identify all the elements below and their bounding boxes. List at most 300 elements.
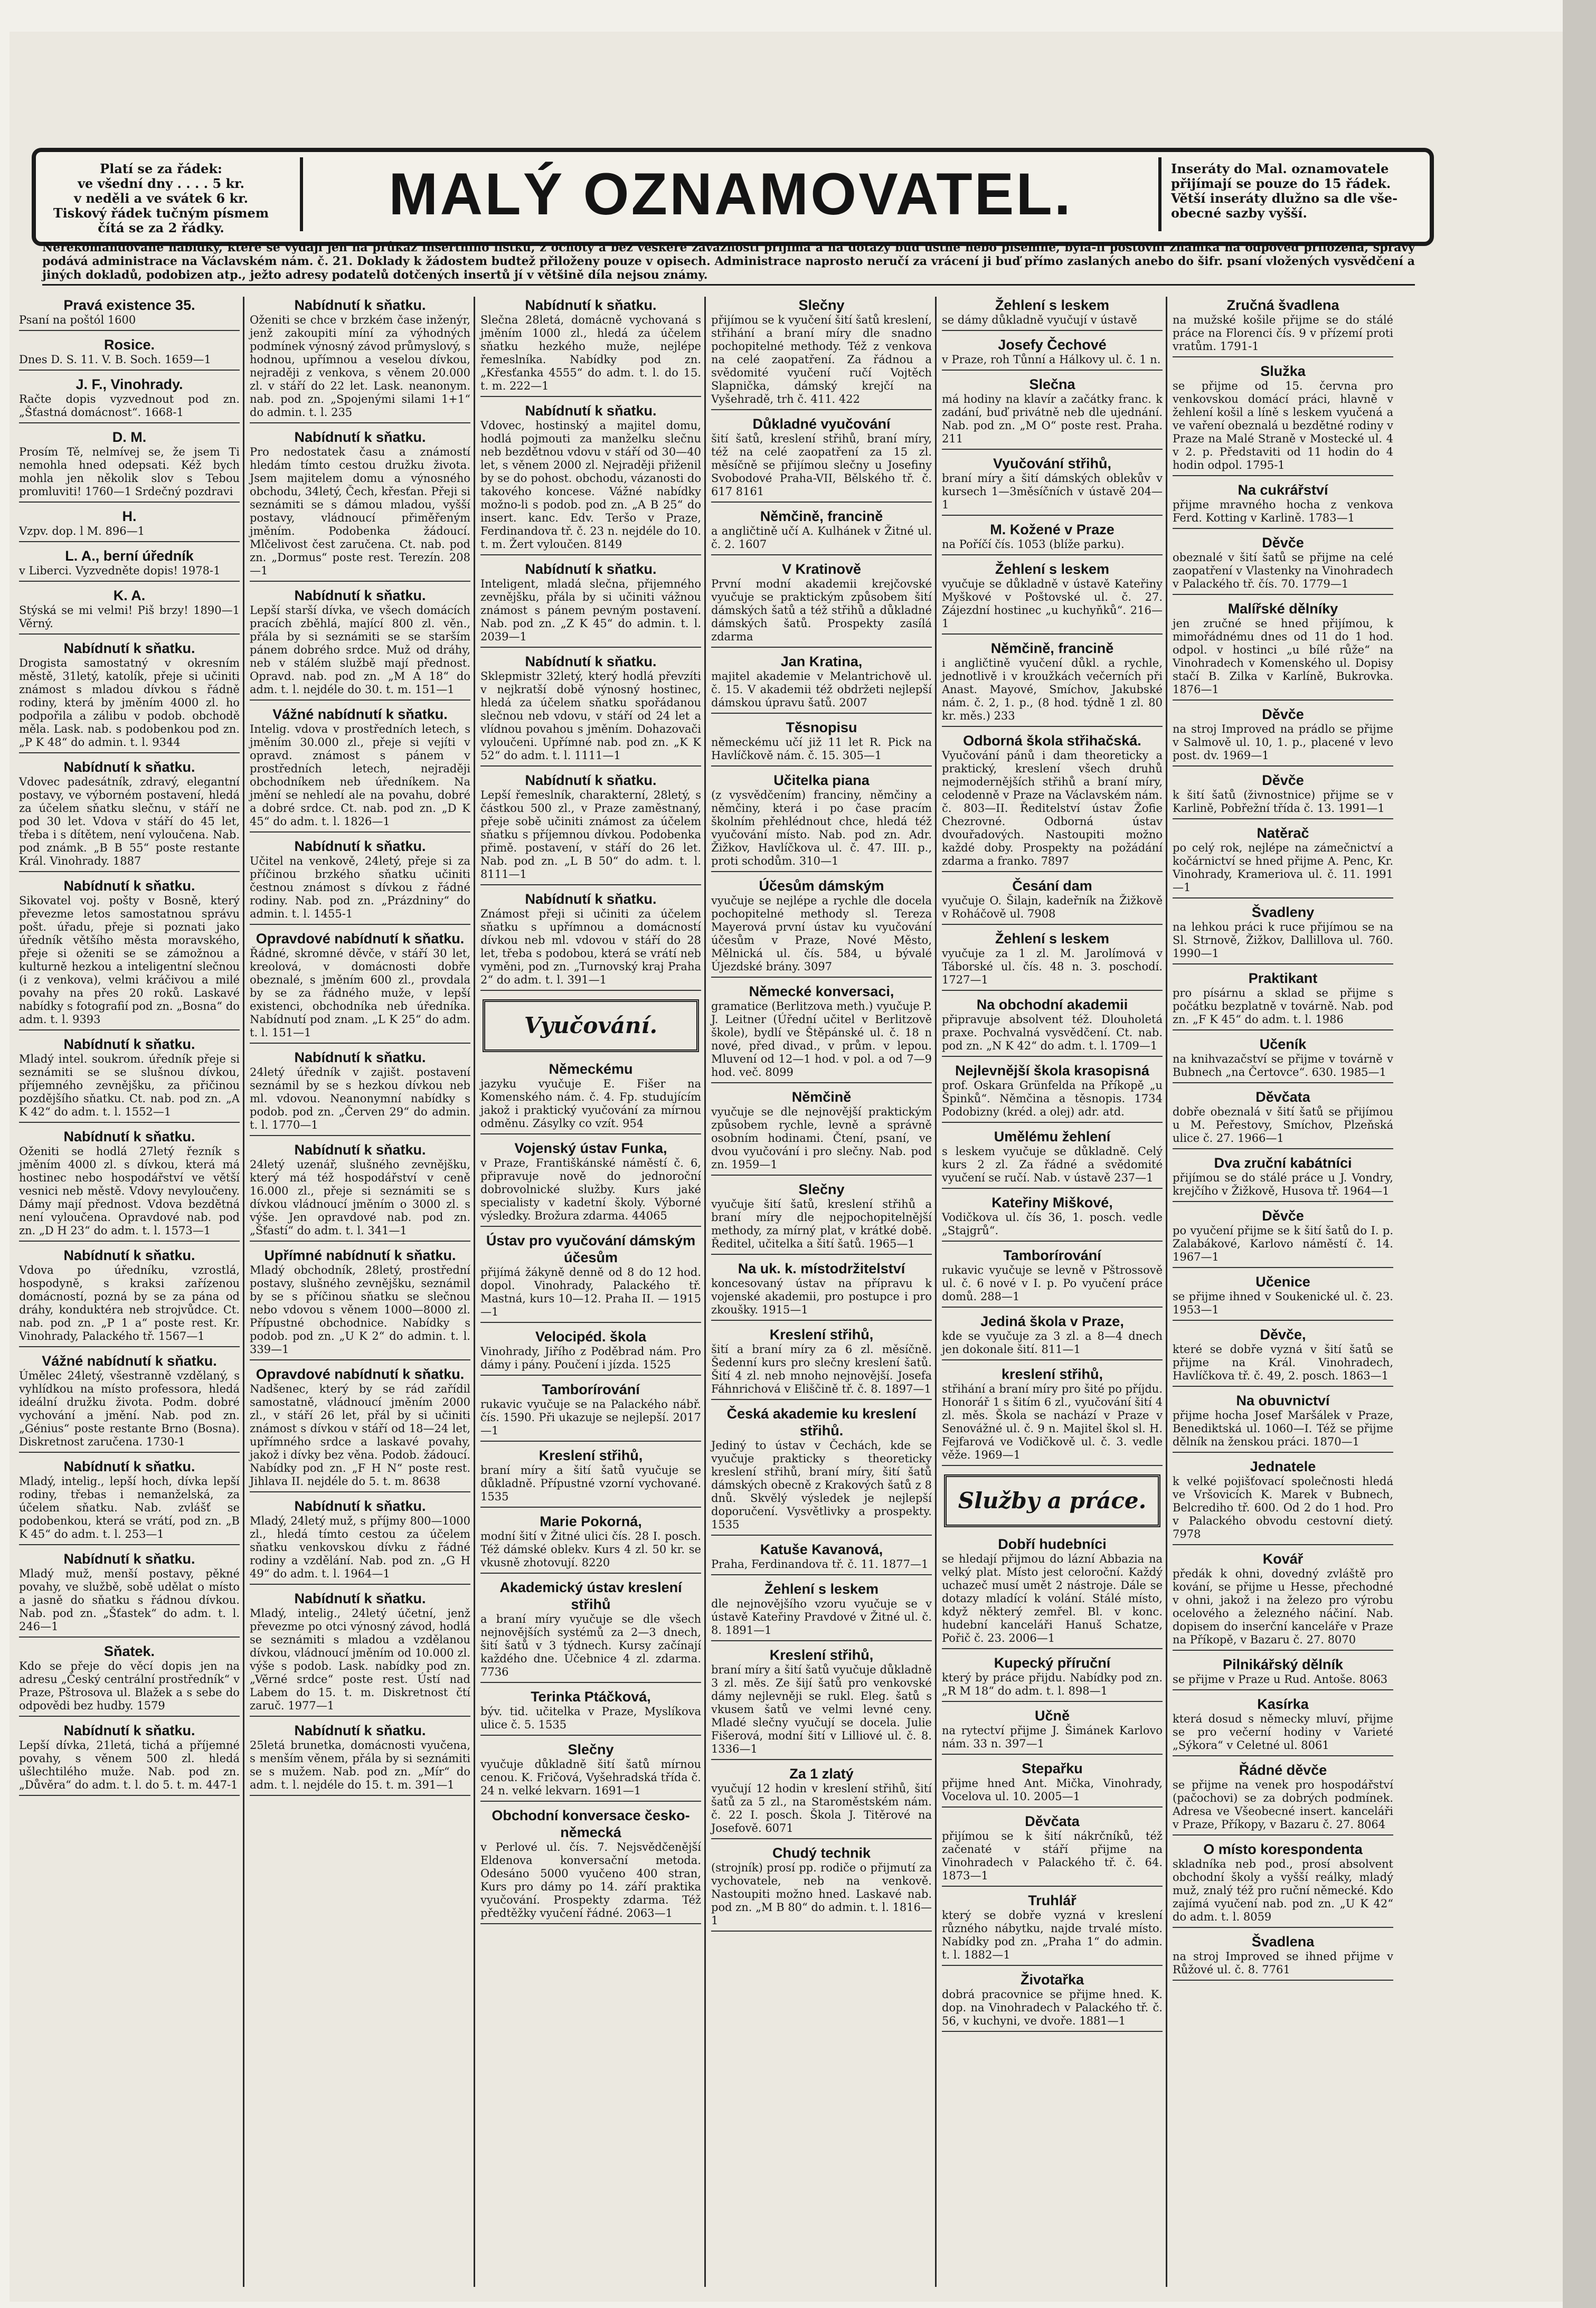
ad-heading: Dobří hudebníci [998,1536,1107,1552]
ad-heading: Kateřiny Miškové, [991,1195,1113,1210]
ad-heading: M. Kožené v Praze [990,522,1115,537]
ad-heading: Děvčata [1255,1089,1310,1105]
ad-text: střihání a braní míry pro šité po příjdu. Honorář 1 s šitím 6 zl., vyučování šití 4 zl. měs. Škola se nachází v Praze v Senovážné ul. č. 9 n. Majitel škol sl. H. Fejfarová ve Vodičkově ul. č. 3. vedle věže. 1969—1 [942,1383,1163,1461]
classified-ad [480,1447,701,1508]
ad-text: k šití šatů (živnostnice) přijme se v Karlině, Pobřežní třída č. 13. 1991—1 [1173,789,1393,815]
ad-heading: Umělému žehlení [994,1129,1111,1144]
ad-heading: Za 1 zlatý [789,1766,854,1782]
ad-heading: Žehlení s leskem [995,297,1110,313]
ad-text: býv. tid. učitelka v Praze, Myslíkova ulice č. 5. 1535 [480,1705,701,1731]
page-edge [1563,0,1596,2308]
ad-heading: Nabídnutí k sňatku. [294,297,426,313]
pricing-box [48,162,275,235]
ad-heading: Česání dam [1012,878,1092,894]
ad-text: připravuje absolvent též. Dlouholetá praxe. Pochvalná vysvědčení. Ct. nab. pod zn. „N K 42“ do adm. t. l. 1709—1 [942,1013,1163,1052]
ad-heading: Tamborírování [542,1382,640,1397]
ad-heading: Nejlevnější škola krasopisná [955,1063,1149,1079]
ad-text: modní šití v Žitné ulici čís. 28 I. posch. Též dámské oblekv. Kurs 4 zl. 50 kr. se vkusně zhotovují. 8220 [480,1530,701,1569]
ad-text: v Liberci. Vyzvedněte dopis! 1978-1 [19,564,221,577]
classified-ad [1173,1089,1393,1149]
ad-heading: Slečny [798,297,845,313]
ad-heading: Malířské dělníky [1227,601,1338,617]
ad-text: koncesovaný ústav na přípravu k vojenské akademii, pro postupce i pro zkoušky. 1915—1 [711,1277,932,1316]
classified-ad [1173,1326,1393,1387]
insertion-rules-box [1171,162,1419,221]
ad-text: i angličtině vyučení důkl. a rychle, jednotlivě i v kroužkách večerních při Anast. Mayové, Smíchov, Jakubské nám. č. 2, 1. p., (8 hod. týdně 1 zl. 80 kr. měs.) 233 [942,657,1163,722]
ad-text: vyučují 12 hodin v kreslení střihů, šití šatů za 5 zl., na Staroměstském nám. č. 22 I. posch. Škola J. Titěrové na Josefově. 6071 [711,1782,932,1834]
ad-text: skladníka neb pod., prosí absolvent obchodní školy a vyšší reálky, mladý muž, znalý též pro ruční německé. Kdo zajímá vyučení nab. pod zn. „U K 42“ do adm. t. l. 8059 [1173,1858,1393,1923]
classified-ad [19,336,240,371]
classified-ad [480,1513,701,1574]
ad-heading: Učně [1034,1708,1070,1724]
ad-heading: Opravdové nabídnutí k sňatku. [256,1366,465,1382]
page-title: MALÝ OZNAMOVATEL. [300,157,1161,231]
ad-heading: Nabídnutí k sňatku. [525,297,657,313]
classified-ad [942,1892,1163,1966]
ad-heading: Pilnikářský dělník [1222,1657,1344,1672]
section-heading-sluzby: Služby a práce. [944,1474,1160,1527]
ad-heading: Rosice. [103,337,155,353]
ad-text: Učitel na venkově, 24letý, přeje si za příčinou brzkého sňatku učiniti čestnou známost s dívkou z řádné rodiny. Nab. pod zn. „Prázdniny“ do admin. t. l. 1455-1 [250,855,470,920]
ad-text: rukavic vyučuje se na Palackého nábř. čís. 1590. Při ukazuje se nejlepší. 2017—1 [480,1398,701,1437]
ad-heading: Praktikant [1248,970,1318,986]
column-3 [477,297,706,2287]
classified-ad [942,640,1163,727]
ad-text: majitel akademie v Melantrichově ul. č. 15. V akademii též obdržeti nejlepší dámskou úpravu šatů. 2007 [711,670,932,709]
ad-text: Řádné, skromné děvče, v stáří 30 let, kreolová, v domácnosti dobře obeznalé, s jměním 600 zl., provdala by se za řádného muže, v lepší existenci, obchodníka neb úředníka. Nabídnutí pod znam. „L K 25“ do adm. t. l. 151—1 [250,947,470,1039]
ad-columns [16,297,1399,2287]
classified-ad [1173,1762,1393,1836]
ad-text: Vyučování pánů i dam theoreticky a praktický, kreslení všech druhů nejmodernějších střihů a braní míry, celodenně v Praze na Václavském nám. č. 803—II. Ředitelství ústav Žofie Chezrovné. Odborná ústav dvouřadových. Nastoupiti možno každé doby. Prospekty na požádání zdarma a franko. 7897 [942,749,1163,867]
column-2 [247,297,475,2287]
pricing-line: ve všední dny . . . . 5 kr. [78,176,244,191]
ad-heading: Stepařku [1022,1761,1083,1776]
pricing-line: Platí se za řádek: [100,161,222,176]
ad-text: Dnes D. S. 11. V. B. Soch. 1659—1 [19,353,211,366]
ad-text: Oženiti se chce v brzkém čase inženýr, jenž zakoupiti míní za výhodných podmínek výnosný závod průmyslový, s hodnou, upřímnou a veselou dívkou, nejraději z venkova, s věnem 20.000 zl. v stáří do 22 let. Lask. neanonym. nab. pod zn. „Spojenými silami 1+1“ do admin. t. l. 235 [250,314,470,419]
ad-text: Slečna 28letá, domácně vychovaná s jměním 1000 zl., hledá za účelem sňatku hezkého muže, nejlépe řemeslníka. Nabídky pod zn. „Křesťanka 4555“ do adm. t. l. do 15. t. m. 222—1 [480,314,701,392]
ad-text: Račte dopis vyzvednout pod zn. „Šťastná domácnost“. 1668-1 [19,393,240,419]
classified-ad [942,521,1163,555]
classified-ad [250,930,470,1044]
classified-ad [19,376,240,423]
ad-text: Lepší řemeslník, charakterní, 28letý, s částkou 500 zl., v Praze zaměstnaný, přeje sobě učiniti známost za účelem sňatku s příjemnou dívkou. Podobenka přimě. postavení, v stáří do 26 let. Nab. pod zn. „L B 50“ do adm. t. l. 8111—1 [480,789,701,881]
column-6 [1169,297,1396,2287]
ad-heading: Nabídnutí k sňatku. [525,772,657,788]
classified-ad [480,1807,701,1924]
ad-text: na stroj Improved se ihned přijme v Růžové ul. č. 8. 7761 [1173,1950,1393,1976]
ad-text: (strojník) prosí pp. rodiče o přijmutí za vychovatele, neb na venkově. Nastoupiti možno hned. Laskavé nab. pod zn. „M B 80“ do admin. t. l. 1816—1 [711,1861,932,1927]
ad-text: Mladý, 24letý muž, s příjmy 800—1000 zl., hledá tímto cestou za účelem sňatku venkovskou dívku z řádné rodiny a vzdělání. Nab. pod zn. „G H 49“ do adm. t. l. 1964—1 [250,1515,470,1580]
ad-text: k velké pojišťovací společnosti hledá ve Vršovicích K. Marek v Bubnech, Belcrediho tř. 600. Od 2 do 1 hod. Pro v Palackého obvodu cestovní dietý. 7978 [1173,1475,1393,1540]
ad-text: které se dobře vyzná v šití šatů se přijme na Král. Vinohradech, Havlíčkova tř. č. 49, 2. posch. 1863—1 [1173,1343,1393,1382]
ad-heading: Na cukrářství [1238,482,1328,498]
ad-text: Kdo se přeje do věcí dopis jen na adresu „Český centrální prostředník“ v Praze, Pštrosova ul. Blažek a s sebe do odpovědi bez hudby. 1579 [19,1660,240,1712]
classified-ad [942,1062,1163,1123]
ad-text: na stroj Improved na prádlo se přijme v Salmově ul. 10, 1. p., placené v levo post. dv. 1969—1 [1173,723,1393,762]
ad-text: přijímá žákyně denně od 8 do 12 hod. dopol. Vinohrady, Palackého tř. Mastná, kurs 10—12. Praha II. — 1915—1 [480,1266,701,1318]
classified-ad [711,1181,932,1255]
ad-text: se přijme na venek pro hospodářství (pačochovi) se za dobrých podmínek. Adresa ve Všeobecné insert. kanceláři v Praze, Příkopy, v Bazaru č. 27. 8064 [1173,1779,1393,1831]
classified-ad [1173,1207,1393,1268]
classified-ad [250,587,470,701]
classified-ad [711,1765,932,1839]
ad-text: přijme hned Ant. Mička, Vinohrady, Vocelova ul. 10. 2005—1 [942,1777,1163,1803]
classified-ad [942,1707,1163,1755]
ad-heading: Marie Pokorná, [540,1514,642,1529]
ad-text: Nadšenec, který by se rád zařídil samostatně, vládnoucí jměním 2000 zl., v stáří 26 let, přál by si učiniti známost s dívkou v stáří od 18—24 let, upřímného srdce a laskavé povahy, jakož i dívky bez věna. Podob. žádoucí. Nabídky pod zn. „F H N“ poste rest. Jihlava II. nejdéle do 5. t. m. 8638 [250,1383,470,1488]
ad-text: přijme mravného hocha z venkova Ferd. Kotting v Karlině. 1783—1 [1173,498,1393,524]
classified-ad [942,996,1163,1057]
classified-ad [711,1844,932,1932]
column-1 [16,297,244,2287]
classified-ad [942,455,1163,516]
ad-heading: Němčině, francině [760,508,883,524]
ad-heading: L. A., berní úředník [65,548,194,564]
ad-text: po vyučení přijme se k šití šatů do I. p. Zalabákové, Karlovo náměstí č. 14. 1967—1 [1173,1224,1393,1263]
ad-text: Praha, Ferdinandova tř. č. 11. 1877—1 [711,1558,929,1571]
ad-heading: Jednatele [1250,1459,1316,1474]
ad-text: Vdova po úředníku, vzrostlá, hospodyně, s kraksi zařízenou domácností, pozná by se za pána od dráhy, konduktéra neb strojvůdce. Ct. nab. pod zn. „P 1 a“ poste rest. Kr. Vinohrady, Palackého tř. 1567—1 [19,1264,240,1342]
ad-text: Lepší starší dívka, ve všech domácích pracích zběhlá, mající 800 zl. věn., přála by si seznámiti se se starším pánem dobrého srdce. Muž od dráhy, neb v stálém službě mají přednost. Opravd. nab. pod zn. „M A 18“ do adm. t. l. nejdéle do 30. t. m. 151—1 [250,604,470,696]
ad-text: přijímou se do stálé práce u J. Vondry, krejčího v Žižkově, Husova tř. 1964—1 [1173,1171,1393,1197]
classified-ad [19,877,240,1030]
rules-line: Větší inseráty dlužno sa dle vše- [1171,191,1398,206]
classified-ad [250,1722,470,1796]
ad-text: rukavic vyučuje se levně v Pštrossově ul. č. 6 nové v I. p. Po vyučení práce domů. 288—1 [942,1264,1163,1303]
column-4 [708,297,937,2287]
ad-text: pro písárnu a sklad se přijme s počátku bezplatně v továrně. Nab. pod zn. „F K 45“ do adm. t. l. 1986 [1173,987,1393,1026]
classified-ad [711,1581,932,1641]
classified-ad [942,930,1163,991]
classified-ad [480,653,701,767]
classified-ad [711,508,932,555]
ad-heading: Terinka Ptáčková, [531,1689,651,1705]
classified-ad [19,1352,240,1453]
classified-ad [19,1036,240,1123]
ad-text: vyučuje za 1 zl. M. Jarolímová v Táborské ul. čís. 48 n. 3. poschodí. 1727—1 [942,947,1163,986]
ad-heading: Zručná švadlena [1226,297,1339,313]
ad-text: 24letý úředník v zajišt. postavení seznámil by se s hezkou dívkou neb ml. vdovou. Neanonymní nabídky s podob. pod zn. „Červen 29“ do admin. t. l. 1770—1 [250,1066,470,1131]
ad-heading: Kreslení střihů, [539,1448,643,1463]
ad-text: Mladý muž, menší postavy, pěkné povahy, ve službě, sobě udělat o místo a jasně do sňatku s řádnou dívkou. Nab. pod zn. „Šťastek“ do adm. t. l. 246—1 [19,1567,240,1633]
ad-text: Mladý, intelig., 24letý účetní, jenž převezme po otci výnosný závod, hodlá se seznámiti s mladou a vzdělanou dívkou, vládnoucí jměním od 10.000 zl. výše s podob. Lask. nabídky pod zn. „Věrné srdce“ poste rest. Ústí nad Labem do 15. t. m. Diskretnost čtí zaruč. 1977—1 [250,1607,470,1712]
ad-text: Vzpv. dop. l M. 896—1 [19,525,145,537]
ad-text: Mladý, intelig., lepší hoch, dívka lepší rodiny, třebas i nemanželská, za účelem sňatku. Nab. zvlášť se podobenkou, která se vrátí, pod zn. „B K 45“ do adm. t. l. 253—1 [19,1475,240,1540]
ad-text: vyučuje se důkladně v ústavě Kateřiny Myškové v Poštovské ul. č. 27. Zájezdní hostinec „u kuchyňků“. 216—1 [942,578,1163,630]
classified-ad [1173,1392,1393,1453]
classified-ad [480,1232,701,1323]
ad-text: přijme hocha Josef Maršálek v Praze, Benediktská ul. 1060—I. Též se přijme dělník na ženskou práci. 1870—1 [1173,1409,1393,1448]
ad-text: která dosud s německy mluví, přijme se pro večerní hodiny v Varieté „Sýkora“ v Celetné ul. 8061 [1173,1713,1393,1752]
classified-ad [19,1247,240,1347]
classified-ad [480,1140,701,1227]
ad-text: Pro nedostatek času a známostí hledám tímto cestou družku života. Jsem majitelem domu a výnosného obchodu, 34letý, Čech, křesťan. Přeji si seznámiti se s dámou mladou, vyšší postavy, vládnoucí přiměřeným jměním. Podobenka žádoucí. Mlčelivost čest zaručena. Ct. nab. pod zn. „Dormus“ poste rest. Terezín. 208—1 [250,446,470,577]
ad-text: První modní akademii krejčovské vyučuje se praktickým způsobem šití dámských šatů a též střihů a důkladné dámských šatů. Prospekty zasílá zdarma [711,578,932,643]
classified-ad [942,1313,1163,1360]
ad-text: po celý rok, nejlépe na zámečnictví a kočárnictví se hned přijme A. Penc, Kr. Vinohrady, Krameriova ul. č. 11. 1991—1 [1173,841,1393,894]
ad-text: Známost přeji si učiniti za účelem sňatku s upřímnou a domácností dívkou neb ml. vdovou v stáří do 28 let, třeba s podobou, která se vrátí neb vyměni, pod zn. „Turnovský kraj Praha 2“ do adm. t. l. 391—1 [480,907,701,986]
classified-ad [1173,1155,1393,1202]
ad-heading: Učeník [1259,1036,1307,1052]
ad-heading: Nabídnutí k sňatku. [294,429,426,445]
ad-heading: Švadleny [1251,904,1315,920]
ad-text: vyučuje se dle nejnovější praktickým způsobem rychle, levně a správně osobním hodinami. Čtení, psaní, ve dvou vyučování i pro slečny. Nab. pod zn. 1959—1 [711,1105,932,1171]
classified-ad [480,1688,701,1736]
ad-heading: Na obchodní akademii [976,997,1128,1013]
ad-text: Oženiti se hodlá 27letý řezník s jměním 4000 zl. s dívkou, která má hostinec nebo hospodářství ve větší vesnici neb městě. Vdovy nevyloučeny. Dámy mají přednost. Vdova bezdětná není vyloučena. Opravdové nab. pod zn. „D H 23“ do adm. t. l. 1573—1 [19,1145,240,1237]
classified-ad [711,1541,932,1575]
ad-text: 25letá brunetka, domácnosti vyučena, s menším věnem, přála by si seznámiti se s mužem. Nab. pod zn. „Mír“ do adm. t. l. nejdéle do 15. t. m. 391—1 [250,1739,470,1791]
ad-heading: Učitelka piana [773,772,870,788]
ad-text: má hodiny na klavír a začátky franc. k zadání, buď privátně neb dle ujednání. Nab. pod zn. „M O“ poste rest. Praha. 211 [942,393,1163,445]
ad-heading: Upřímné nabídnutí k sňatku. [264,1247,456,1263]
ad-text: na Poříčí čís. 1053 (blíže parku). [942,538,1125,551]
ad-heading: Odborná škola střihačská. [963,733,1141,749]
classified-ad [942,1813,1163,1887]
classified-ad [250,429,470,582]
ad-heading: Kovář [1262,1551,1304,1567]
ad-text: na mužské košile přijme se do stálé práce na Florenci čís. 9 v přízemí proti vratům. 1791-1 [1173,314,1393,353]
classified-ad [711,1405,932,1536]
ad-text: a angličtině učí A. Kulhánek v Žitné ul. č. 2. 1607 [711,525,932,551]
classified-ad [942,1760,1163,1808]
ad-heading: Vyučování střihů, [993,456,1112,471]
ad-text: Mladý intel. soukrom. úředník přeje si seznámiti se se slušnou dívkou, příjemného zevnějšku, za přičinou pozdějšího sňatku. Ct. nab. pod zn. „A K 42“ do adm. t. l. 1552—1 [19,1053,240,1118]
ad-heading: J. F., Vinohrady. [75,376,183,392]
classified-ad [711,719,932,767]
ad-heading: Nabídnutí k sňatku. [294,1591,426,1606]
classified-ad [1173,1933,1393,1981]
classified-ad [19,640,240,753]
ad-text: který se dobře vyzná v kreslení různého nábytku, najde trvalé místo. Nabídky pod zn. „Praha 1“ do admin. t. l. 1882—1 [942,1909,1163,1961]
classified-ad [480,1741,701,1802]
ad-heading: Nabídnutí k sňatku. [294,838,426,854]
ad-heading: Vážné nabídnutí k sňatku. [42,1353,217,1369]
ad-heading: Česká akademie ku kreslení střihů. [726,1406,917,1439]
ad-heading: Nabídnutí k sňatku. [63,878,195,894]
classified-ad [250,838,470,925]
classified-ad [942,376,1163,450]
ad-heading: Nabídnutí k sňatku. [63,1247,195,1263]
ad-text: a braní míry vyučuje se dle všech nejnovějších systémů za 2—3 dnech, šití šatů v 3 týdnech. Kursy začínají každého dne. Učebnice 4 zl. zdarma. 7736 [480,1613,701,1678]
ad-text: Drogista samostatný v okresním městě, 31letý, katolík, přeje si učiniti známost s mladou dívkou s řádně rodiny, která by jměním 4000 zl. ho podpořila a zálibu v podob. obchodě měla. Lask. nab. s podobenkou pod zn. „P K 48“ do admin. t. l. 9344 [19,657,240,749]
ad-text: s leskem vyučuje se důkladně. Celý kurs 2 zl. Za řádné a svědomité vyučení se ručí. Nab. v ústavě 237—1 [942,1145,1163,1184]
classified-ad [19,1643,240,1717]
ad-heading: Žehlení s leskem [995,561,1110,577]
ad-heading: Nabídnutí k sňatku. [525,891,657,907]
ad-text: jen zručné se hned přijímou, k mimořádnému dnes od 11 do 1 hod. odpol. v hostinci „u bílé růže“ na Vinohradech v Komenského ul. Dopisy stačí B. Zilka v Karlíně, Bukrovka. 1876—1 [1173,617,1393,696]
ad-heading: Kreslení střihů, [769,1647,874,1663]
classified-ad [480,1061,701,1134]
classified-ad [711,561,932,648]
classified-ad [480,772,701,885]
classified-ad [19,587,240,635]
ad-text: obeznalé v šití šatů se přijme na celé zaopatření v Vlastenky na Vinohradech v Palackého tř. čís. 70. 1779—1 [1173,551,1393,590]
ad-heading: Kupecký příruční [994,1655,1111,1671]
classified-ad [711,1260,932,1321]
classified-ad [711,772,932,872]
classified-ad [480,1579,701,1683]
ad-text: přijímou se k vyučení šití šatů kreslení, střihání a braní míry dle snadno pochopitelné methody. Též z venkova na celé zaopatření. Za řádnou a svědomité vyučení ručí Vojtěch Slapnička, dámský krejčí na Vyšehradě, trh č. 411. 422 [711,314,932,405]
ad-heading: Služka [1260,363,1306,379]
ad-text: se přijme ihned v Soukenické ul. č. 23. 1953—1 [1173,1290,1393,1316]
classified-ad [480,561,701,648]
ad-text: na knihvazačství se přijme v továrně v Bubnech „na Čertovce“. 630. 1985—1 [1173,1053,1393,1079]
classified-ad [1173,481,1393,529]
ad-heading: Jediná škola v Praze, [980,1313,1124,1329]
ad-text: dobrá pracovnice se přijme hned. K. dop. na Vinohradech v Palackého tř. č. 56, v kuchyni, ve dvoře. 1881—1 [942,1988,1163,2027]
ad-text: prof. Oskara Grünfelda na Příkopě „u Špinků“. Němčina a těsnopis. 1734 Podobizny (kréd. a olej) adr. atd. [942,1079,1163,1118]
ad-heading: Důkladné vyučování [752,416,891,432]
ad-heading: Sňatek. [103,1643,155,1659]
ad-heading: Slečny [568,1742,614,1757]
classified-ad [1173,1696,1393,1756]
pricing-line: čítá se za 2 řádky. [98,220,224,235]
classified-ad [1173,772,1393,819]
ad-text: (z vysvědčením) franciny, němčiny a němčiny, která i po čase pracím školním přehlédnout chce, hledá též vyučování místo. Nab. pod zn. Adr. Žižkov, Havlíčkova ul. č. 47. III. p., proti schodům. 310—1 [711,789,932,867]
ad-text: v Praze, Františkánské náměstí č. 6, připravuje nově do jednoroční dobrovolnické služby. Kurs jaké specialisty v kadetní školy. Výborné výsledky. Brožura zdarma. 44065 [480,1157,701,1222]
ad-heading: Nabídnutí k sňatku. [63,1551,195,1567]
classified-ad [942,1971,1163,2032]
ad-text: vyučuje šití šatů, kreslení střihů a braní míry dle nejpochopitelnější methody, za mírný plat, v krátké době. Ředitel, učitelka a šití šatů. 1965—1 [711,1198,932,1250]
classified-ad [19,547,240,582]
ad-heading: Nabídnutí k sňatku. [63,1723,195,1738]
ad-heading: Jan Kratina, [780,654,863,669]
classified-ad [942,877,1163,925]
pricing-line: Tiskový řádek tučným písmem [53,205,269,221]
classified-ad [711,1089,932,1176]
ad-text: v Perlové ul. čís. 7. Nejsvědčenější Eldenova konversační metoda. Odesáno 5000 vyučeno 400 stran, Kurs pro dámy po 14. září praktika vyučování. Prospekty zdarma. Též předtěžky vyučení řádné. 2063—1 [480,1841,701,1919]
classified-ad [19,759,240,872]
ad-text: šití šatů, kreslení střihů, braní míry, též na celé zaopatření za 15 zl. měsíčně se přijímou slečny u Josefiny Svobodové Praha-VII, Bělského tř. č. 617 8161 [711,432,932,498]
ad-text: vyučuje se nejlépe a rychle dle docela pochopitelné methody sl. Tereza Mayerová první ústav ku vyučování účesům v Praze, Nové Město, Mělnická ul. čís. 584, u bývalé Újezdské brány. 3097 [711,894,932,973]
classified-ad [1173,1841,1393,1928]
classified-ad [250,706,470,833]
ad-heading: Nabídnutí k sňatku. [294,588,426,603]
classified-ad [250,1247,470,1360]
classified-ad [1173,1550,1393,1651]
classified-ad [19,429,240,503]
classified-ad [1173,706,1393,767]
ad-text: vyučuje O. Šilajn, kadeřník na Žižkově v Roháčově ul. 7908 [942,894,1163,920]
ad-text: dobře obeznalá v šití šatů se přijímou u M. Peřestovy, Smíchov, Plzeňská ulice č. 27. 1966—1 [1173,1105,1393,1144]
ad-heading: V Kratinově [781,561,862,577]
ad-heading: Učenice [1255,1274,1310,1290]
ad-text: Inteligent, mladá slečna, přijemného zevnějšku, přála by si učiniti vážnou známost s pánem pevným postavení. Nab. pod zn. „Z K 45“ do admin. t. l. 2039—1 [480,578,701,643]
classified-ad [711,983,932,1083]
classified-ad [250,1590,470,1717]
ad-heading: D. M. [112,429,147,445]
classified-ad [19,1722,240,1796]
ad-text: dle nejnovějšího vzoru vyučuje se v ústavě Kateřiny Pravdové v Žitné ul. č. 8. 1891—1 [711,1597,932,1637]
classified-ad [942,1536,1163,1649]
ad-text: braní míry a šití šatů vyučuje se důkladně. Přípustné vzorní vychované. 1535 [480,1464,701,1503]
ad-text: který by práce přijdu. Nabídky pod zn. „R M 18“ do adm. t. l. 898—1 [942,1671,1163,1697]
ad-heading: Švadlena [1251,1934,1315,1950]
ad-heading: Děvčata [1025,1813,1080,1829]
ad-heading: Žehlení s leskem [995,931,1110,947]
ad-heading: Nabídnutí k sňatku. [525,403,657,419]
ad-heading: Nabídnutí k sňatku. [63,1036,195,1052]
ad-heading: Řádné děvče [1239,1762,1327,1778]
rules-line: obecné sazby vyšší. [1171,205,1307,221]
ad-text: předák k ohni, dovedný zvláště pro kování, se přijme u Hesse, přechodné v ohni, jakož i na železo pro výrobu ocelového a železného náčiní. Nab. dopisem do inserční kanceláře v Praze na Příkopě, v Bazaru č. 27. 8070 [1173,1567,1393,1646]
classified-ad [1173,1273,1393,1321]
ad-text: Vinohrady, Jiřího z Poděbrad nám. Pro dámy i pány. Poučení i jízda. 1525 [480,1345,701,1371]
classified-ad [1173,970,1393,1030]
classified-ad [1173,904,1393,964]
classified-ad [1173,534,1393,595]
ad-text: braní míry a šití šatů vyučuje důkladně 3 zl. měs. Ze šijí šatů pro venkovské dámy nejlevněji se rukl. Eleg. šatů s vkusem šatů ve velmi levné ceny. Mladé slečny vyučují se docela. Julie Fišerová, modní šití v Lilliové ul. č. 8. 1336—1 [711,1663,932,1755]
ad-heading: Děvče [1262,772,1304,788]
classified-ad [942,1194,1163,1242]
classified-ad [250,1049,470,1136]
ad-heading: Vážné nabídnutí k sňatku. [272,706,448,722]
ad-heading: Nabídnutí k sňatku. [294,1723,426,1738]
ad-text: na rytectví přijme J. Šimánek Karlovo nám. 33 n. 397—1 [942,1724,1163,1750]
administration-notice: Nerekomandované nabídky, které se vydají jen na průkaz insertního lístku, z ochoty a bez veškeré závaznosti přijímá a na dotazy buď ústně nebo písemně, byla-li poštovní známka na odpověď přiložena, správy podává administrace na Václavském nám. č. 21. Doklady k žádostem budtež přiloženy pouze v opisech. Administrace naprosto neručí za vrácení ji buď přímo zaslaných anebo do šifr. psaní vložených vysvědčení a jiných dokladů, podobizen atp., ježto adresy podatelů dotčených insertů jí v většině díla nejsou známy. [42,241,1415,286]
section-heading-vyucovani: Vyučování. [483,999,699,1052]
classified-ad [250,1498,470,1585]
ad-heading: Kreslení střihů, [769,1327,874,1342]
ad-heading: Nabídnutí k sňatku. [63,1129,195,1144]
ad-heading: Ústav pro vyučování dámským účesům [486,1233,696,1265]
ad-text: 24letý uzenář, slušného zevnějšku, který má též hospodářství v ceně 16.000 zl., přeje si seznámiti se s dívkou vládnoucí jměním o 3000 zl. s výše. Jen opravdové nab. pod zn. „Šťastí“ do adm. t. l. 341—1 [250,1158,470,1237]
classified-ad [942,561,1163,635]
classified-ad [250,1141,470,1242]
ad-text: braní míry a šití dámských oblekův v kursech 1—3měsíčních v ústavě 204—1 [942,472,1163,511]
ad-text: se přijme od 15. června pro venkovskou domácí práci, hlavně v žehlení košil a líně s leskem vyučená a ve vaření obeznalá u bezdětné rodiny v Praze na Malé Straně v Mostecké ul. 4 v 2. p. Představiti od 11 hodin do 4 hodin odpol. 1795-1 [1173,380,1393,471]
ad-text: šití a braní míry za 6 zl. měsíčně. Šedenní kurs pro slečny kreslení šatů. Šití 4 zl. neb mnoho nejnovější. Josefa Fáhnrichová v Eliščině tř. č. 8. 1897—1 [711,1343,932,1395]
classified-ad [942,732,1163,872]
ad-heading: Pravá existence 35. [63,297,195,313]
ad-heading: Slečna [1029,376,1075,392]
ad-heading: Němčině [791,1089,852,1105]
classified-ad [19,1550,240,1638]
classified-ad [942,1654,1163,1702]
classified-ad [1173,825,1393,898]
classified-ad [1173,297,1393,357]
ad-heading: Slečny [798,1181,845,1197]
pricing-line: v neděli a ve svátek 6 kr. [74,191,248,206]
ad-heading: Německé konversaci, [749,983,894,999]
ad-text: Sklepmistr 32letý, který hodlá převzíti v nejkratší době výnosný hostinec, hledá za účelem sňatku spořádanou slečnou neb vdovu, v stáří od 24 let a vlídnou povahou s jměním. Dohazovači vyloučeni. Upřímné nab. pod zn. „K K 52“ do adm. t. l. 1111—1 [480,670,701,762]
ad-text: se přijme v Praze u Rud. Antoše. 8063 [1173,1673,1388,1686]
ad-heading: Tamborírování [1003,1247,1101,1263]
ad-text: v Praze, roh Tůnní a Hálkovy ul. č. 1 n. [942,353,1161,366]
classified-ad [19,508,240,542]
column-5 [939,297,1167,2287]
classified-ad [250,1366,470,1492]
rules-line: přijímají se pouze do 15 řádek. [1171,176,1391,191]
rules-line: Inseráty do Mal. oznamovatele [1171,161,1389,176]
ad-text: kde se vyučuje za 3 zl. a 8—4 dnech jen dokonale šití. 811—1 [942,1330,1163,1356]
ad-heading: Nabídnutí k sňatku. [525,654,657,669]
ad-text: se hledají přijmou do lázní Abbazia na velký plat. Místo jest celoroční. Každý uchazeč musí umět 2 nástroje. Dále se dotazy mladící k volání. Stálé místo, když některý zemřel. Bl. v konc. hudební kanceláři Hanuš Schatze, Pořič č. 23. 2006—1 [942,1553,1163,1644]
ad-heading: Kasírka [1257,1696,1309,1712]
ad-text: přijímou se k šití nákrčníků, též začenaté v stáří přijme na Vinohradech v Palackého tř. č. 64. 1873—1 [942,1830,1163,1882]
ad-heading: Děvče [1262,1208,1304,1224]
ad-heading: Nabídnutí k sňatku. [294,1142,426,1158]
ad-text: gramatice (Berlitzova meth.) vyučuje P. J. Leitner (Úřední učitel v Berlitzově škole), bydlí ve Štěpánské ul. č. 18 n nové, před divad., v prům. v lepou. Mluvení od 12—1 hod. v pol. a od 7—9 hod. več. 8099 [711,1000,932,1079]
ad-heading: Nabídnutí k sňatku. [294,1498,426,1514]
ad-text: se dámy důkladně vyučují v ústavě [942,314,1137,326]
ad-heading: Velocipéd. škola [535,1329,647,1345]
ad-heading: Akademický ústav kreslení střihů [499,1579,682,1612]
classified-ad [1173,1656,1393,1690]
classified-ad [711,1326,932,1400]
